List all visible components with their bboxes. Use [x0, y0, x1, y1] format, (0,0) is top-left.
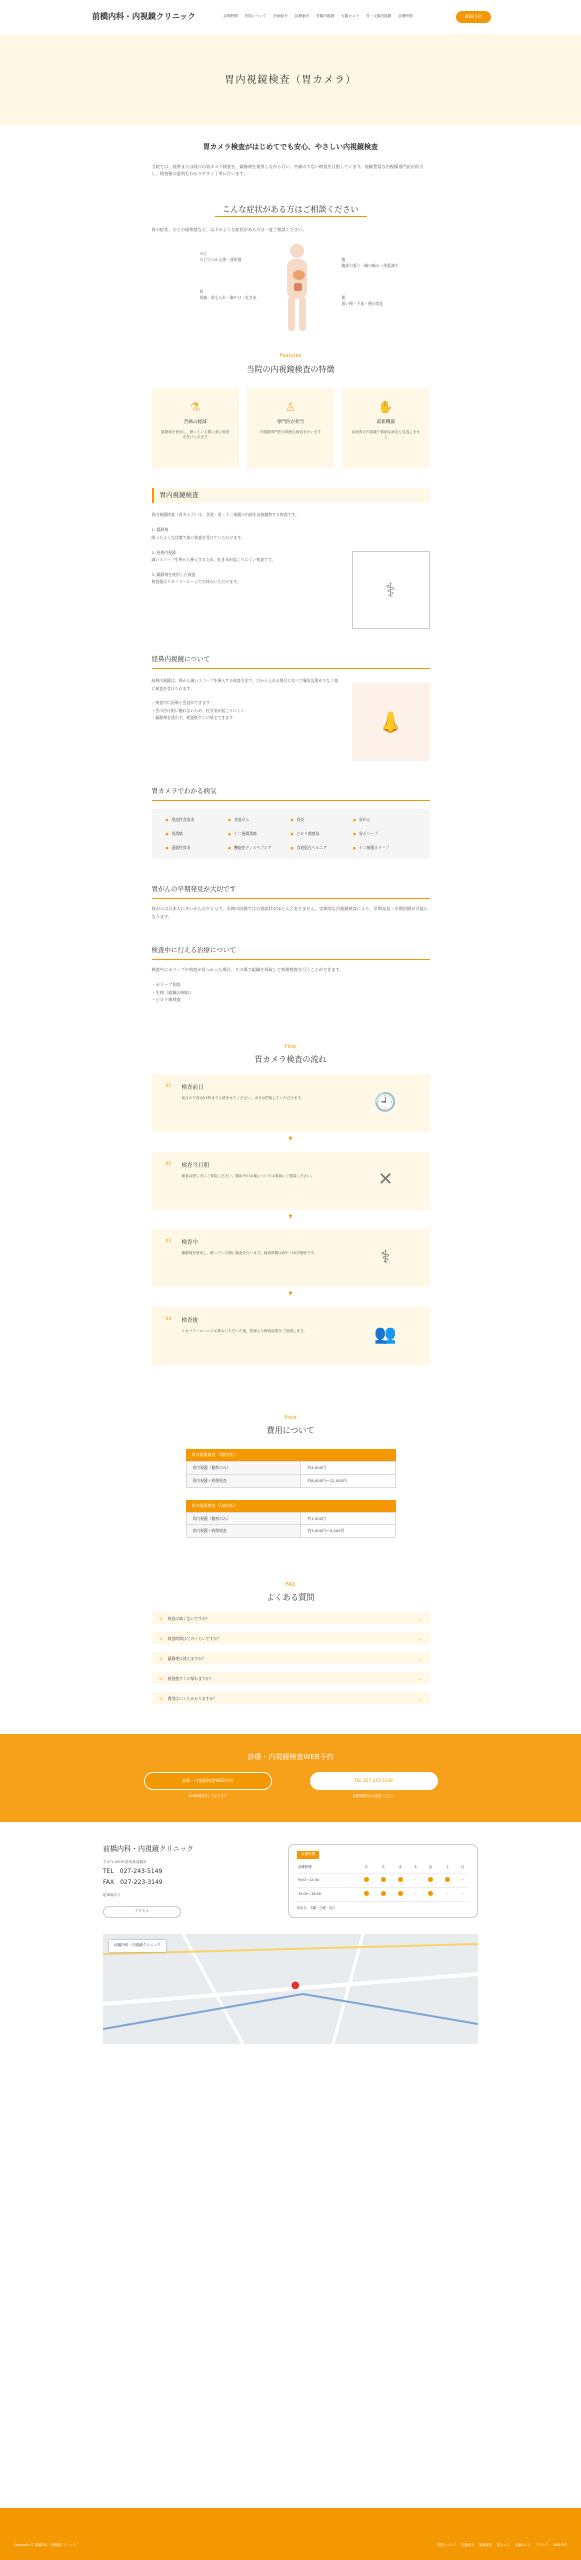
flow-step [152, 1152, 430, 1210]
faq-eng: FAQ [285, 1581, 296, 1588]
feature-card [247, 388, 334, 468]
faq-item[interactable] [152, 1692, 430, 1704]
feature-card [342, 388, 429, 468]
footer-link[interactable]: WEB予約 [553, 2543, 567, 2548]
chevron-down-icon: ⌄ [418, 1695, 422, 1701]
faq-question: 費用はいくらかかりますか？ [167, 1695, 218, 1701]
schedule-grid [297, 1862, 469, 1902]
nav-item[interactable]: 胃・大腸内視鏡 [366, 14, 392, 19]
schedule-cell: － [409, 1874, 422, 1888]
footer-link[interactable]: 医師紹介 [461, 2543, 475, 2548]
about-section [152, 511, 430, 629]
copyright: Copyright © 前橋内科・内視鏡クリニック [14, 2543, 77, 2548]
step-desc: 前日の夕食は21時までに済ませてください。水分は摂取していただけます。 [181, 1096, 305, 1101]
cta-title: 診療・内視鏡検査WEB予約 [247, 1753, 334, 1762]
schedule-row [297, 1874, 469, 1888]
chevron-down-icon: ▼ [288, 1213, 293, 1220]
flow-step [152, 1074, 430, 1132]
schedule-cell: － [456, 1888, 469, 1902]
fee-price: 約4,000円 [301, 1462, 395, 1475]
faq-title: よくある質問 [266, 1593, 315, 1603]
feature-card [152, 388, 239, 468]
disease-item: ● ピロリ菌感染 [291, 831, 354, 837]
schedule-cell [422, 1888, 439, 1902]
schedule-note: 休診日：木曜・日曜・祝日 [297, 1906, 336, 1911]
feature-title: 最新機器 [376, 419, 396, 425]
tel-button[interactable]: TEL 027-243-5149 [310, 1772, 438, 1790]
hero [0, 34, 581, 126]
schedule-head-cell: 日 [456, 1862, 469, 1874]
schedule-cell: － [439, 1888, 456, 1902]
features-list [152, 388, 430, 468]
disease-item: ● 萎縮性胃炎 [166, 845, 229, 851]
disease-item: ● 胃炎 [291, 817, 354, 823]
schedule-head-cell: 火 [375, 1862, 392, 1874]
table-row [186, 1462, 395, 1475]
disease-item: ● 逆流性食道炎 [166, 817, 229, 823]
feature-desc: 内視鏡専門医が精密な検査を行います [259, 429, 322, 434]
open-dot-icon [364, 1891, 369, 1896]
web-reserve-cta-button[interactable]: 診療・内視鏡検査WEB予約 [144, 1772, 272, 1790]
nasal-title: 経鼻内視鏡について [152, 655, 430, 669]
fee-table-body [186, 1512, 396, 1538]
nav-item[interactable]: 診療時間 [223, 14, 238, 19]
symptoms-intro: 胃の症状、のどの違和感など、以下のような症状がある方は一度ご相談ください。 [151, 226, 307, 232]
nav-item[interactable]: 診療案内 [294, 14, 310, 19]
nav-item[interactable]: 診療時間 [398, 14, 413, 19]
step-title: 検査前日 [181, 1085, 204, 1092]
disease-item: ● 胃潰瘍 [166, 831, 229, 837]
open-dot-icon [381, 1877, 386, 1882]
nav-item[interactable]: 胃腸内視鏡 [316, 14, 335, 19]
fee-item: 胃内視鏡＋病理検査 [186, 1525, 301, 1538]
chevron-down-icon: ⌄ [418, 1615, 422, 1621]
fee-caption: 胃内視鏡検査（3割負担） [186, 1449, 396, 1461]
schedule-head-cell: 月 [358, 1862, 375, 1874]
features-eng: Features [279, 353, 302, 360]
clinic-info [103, 1844, 478, 1918]
footer-bar [0, 2508, 581, 2560]
schedule-cell [358, 1874, 375, 1888]
schedule-head [297, 1862, 469, 1874]
chevron-down-icon: ⌄ [418, 1635, 422, 1641]
fee-table-body [186, 1461, 396, 1487]
reservation-cta [0, 1734, 581, 1822]
cancer-title: 胃がんの早期発見が大切です [152, 885, 430, 899]
fee-price: 約3,000円〜4,000円 [301, 1525, 395, 1538]
symptom-label: 腹 腹部の張り・胸の痛み・体重減少 [341, 257, 399, 268]
schedule-cell: － [456, 1874, 469, 1888]
step-title: 検査当日朝 [181, 1162, 210, 1169]
fee-title: 費用について [266, 1426, 315, 1436]
step-desc: リカバリールームでお休みいただいた後、医師より検査結果をご説明します。 [181, 1328, 307, 1333]
fee-item: 胃内視鏡（観察のみ） [186, 1462, 301, 1475]
footer-link[interactable]: 診療案内 [479, 2543, 492, 2548]
cta-notes [0, 1794, 581, 1799]
flow-step [152, 1229, 430, 1287]
footer-links [437, 2543, 567, 2548]
symptoms-title: こんな症状がある方はご相談ください [152, 204, 430, 216]
clinic-logo[interactable]: 前橋内科・内視鏡クリニック [92, 12, 196, 21]
open-dot-icon [381, 1891, 386, 1896]
open-dot-icon [428, 1891, 433, 1896]
body-illustration-icon [280, 243, 314, 333]
chevron-down-icon: ▼ [288, 1291, 293, 1298]
clinic-fax: FAX 027-223-3149 [103, 1879, 163, 1887]
lead-title: 胃カメラ検査がはじめてでも安心、やさしい内視鏡検査 [203, 143, 378, 151]
parking-note: 駐車場あり [103, 1892, 121, 1897]
footer-link[interactable]: アクセス [535, 2543, 549, 2548]
nav-item[interactable]: 大腸カメラ [341, 14, 360, 19]
cancer-text: 胃がんは日本人に多いがんのひとつで、早期の段階では自覚症状がほとんどありません。定期的な内視鏡検査により、早期発見・早期治療が可能になります。 [151, 906, 428, 919]
disease-item: ● 十二指腸潰瘍 [228, 831, 291, 837]
table-row [186, 1525, 395, 1538]
step-title: 検査中 [181, 1240, 199, 1247]
schedule-row [297, 1888, 469, 1902]
about-text: 胃内視鏡検査（胃カメラ）は、食道・胃・十二指腸の内部を直接観察する検査です。 1. 鎮静剤 眠ったような状態で楽に検査を受けていただけます。 2. 経鼻内視鏡 細いスコープを鼻から挿入するため、吐き気が起こりにくい検査です。 3. 鎮静剤を使用した検査 検査後はリカバリールームでお休みいただけます。 [151, 512, 300, 585]
hands-icon: ✋ [378, 399, 394, 414]
faq-item[interactable] [152, 1612, 430, 1624]
faq-question: 検査は痛くないですか？ [167, 1615, 210, 1621]
open-dot-icon [428, 1877, 433, 1882]
nav-item[interactable]: 医師紹介 [273, 14, 288, 19]
footer-link[interactable]: 大腸カメラ [514, 2543, 531, 2548]
faq-item[interactable] [152, 1672, 430, 1684]
web-note: ※24時間受付しております [188, 1793, 227, 1798]
feature-title: 専門医が担当 [276, 419, 305, 425]
fee-price: 約8,000円〜12,000円 [301, 1474, 395, 1487]
question-icon: Q. [159, 1695, 164, 1701]
question-icon: Q. [159, 1655, 164, 1661]
schedule-cell [392, 1874, 409, 1888]
global-nav [224, 14, 456, 19]
step-number: 02 [165, 1161, 172, 1167]
treatment-text: 検査中にポリープや病変が見つかった場合、その場で組織を採取して病理検査を行うことができます。 ・ポリープ切除 ・生検（組織の採取） ・ピロリ菌検査 [151, 966, 344, 1003]
nasal-section [152, 677, 430, 761]
step-desc: 朝食は摂らずにご来院ください。服用中のお薬については事前にご相談ください。 [181, 1173, 315, 1178]
disease-item: ● 機能性ディスペプシア [228, 845, 291, 851]
disease-item: ● 十二指腸ポリープ [353, 845, 416, 851]
disease-item: ● 胃ポリープ [353, 831, 416, 837]
consultation-icon: 👥 [374, 1324, 397, 1346]
schedule-head-cell: 水 [392, 1862, 409, 1874]
step-number: 03 [165, 1239, 172, 1245]
nasal-diagram-icon: 👃 [352, 683, 430, 761]
lead-text: 当院では、経鼻または経口の胃カメラ検査を、鎮静剤を使用しながら行い、苦痛の少ない検査を目指しています。経験豊富な内視鏡専門医が担当し、検査後の説明もわかりやすく丁寧に行います。 [151, 163, 424, 177]
map[interactable] [103, 1934, 478, 2044]
nasal-text: 経鼻内視鏡は、鼻から細いスコープを挿入する検査方法で、口から入れる場合に比べて嘔吐反射が少なく楽に検査を受けられます。 ・検査中に医師と会話ができます ・舌の付け根に触れないため、吐き気が起こりにくい ・鎮静剤を使わず、検査後すぐに帰宅できます [151, 678, 338, 721]
step-title: 検査後 [181, 1317, 199, 1324]
fee-eng: Price [284, 1414, 297, 1421]
faq-item[interactable] [152, 1652, 430, 1664]
clinic-address: 〒371-0000 群馬県前橋市 [103, 1859, 147, 1864]
faq-question: 検査時間はどのくらいですか？ [167, 1635, 221, 1641]
step-number: 04 [165, 1316, 172, 1322]
schedule-cell [375, 1888, 392, 1902]
schedule-cell [392, 1888, 409, 1902]
question-icon: Q. [159, 1635, 164, 1641]
disease-item: ● 胃がん [353, 817, 416, 823]
footer-link[interactable]: 医院について [437, 2543, 457, 2548]
fee-caption: 胃内視鏡検査（1割負担） [186, 1500, 396, 1512]
symptom-label: のど のどのつかえ感・違和感 [199, 251, 242, 262]
question-icon: Q. [159, 1675, 164, 1681]
faq-item[interactable] [152, 1632, 430, 1644]
diseases-title: 胃カメラでわかる病気 [152, 787, 430, 801]
chevron-down-icon: ▼ [288, 1136, 293, 1143]
disease-item: ● 食道がん [228, 817, 291, 823]
body-figure [152, 243, 430, 333]
faq-list [152, 1612, 430, 1704]
tel-note: 診療時間内にお電話ください [352, 1793, 395, 1798]
schedule-cell: － [409, 1888, 422, 1902]
question-icon: Q. [159, 1615, 164, 1621]
step-number: 01 [165, 1084, 172, 1090]
schedule-time: 15:00〜18:00 [297, 1888, 358, 1902]
chevron-down-icon: ⌄ [418, 1655, 422, 1661]
cta-buttons [0, 1772, 581, 1790]
flow-step [152, 1307, 430, 1365]
treatment-title: 検査中に行える治療について [152, 946, 430, 960]
site-header [0, 0, 581, 34]
schedule-head-cell: 金 [422, 1862, 439, 1874]
web-reserve-button[interactable]: WEB予約 [456, 11, 491, 23]
clinic-name: 前橋内科・内視鏡クリニック [103, 1845, 194, 1854]
access-button[interactable]: アクセス [103, 1906, 181, 1918]
table-row [186, 1512, 395, 1525]
feature-desc: 高画質の内視鏡で微細な病変も見逃しません [351, 429, 420, 440]
map-label: 前橋内科・内視鏡クリニック [109, 1940, 166, 1951]
open-dot-icon [445, 1877, 450, 1882]
flow-eng: Flow [284, 1043, 297, 1050]
faq-question: 鎮静剤は使えますか？ [167, 1655, 206, 1661]
feature-title: 苦痛の軽減 [183, 419, 207, 425]
about-title: 胃内視鏡検査 [152, 488, 430, 504]
exam-image-icon: ⚕ [352, 551, 430, 629]
flow-title: 胃カメラ検査の流れ [254, 1055, 327, 1065]
clinic-tel[interactable]: TEL 027-243-5149 [103, 1868, 163, 1876]
chevron-down-icon: ⌄ [418, 1675, 422, 1681]
open-dot-icon [398, 1891, 403, 1896]
schedule-head-cell: 土 [439, 1862, 456, 1874]
faq-question: 検査後すぐに帰れますか？ [167, 1675, 214, 1681]
schedule-cell [358, 1888, 375, 1902]
open-dot-icon [364, 1877, 369, 1882]
schedule-time: 9:00〜12:30 [297, 1874, 358, 1888]
fee-price: 約1,500円 [301, 1512, 395, 1525]
endoscope-icon: ⚕ [380, 1246, 391, 1268]
schedule-cell [375, 1874, 392, 1888]
disease-list [152, 809, 430, 859]
schedule-head-cell: 診療時間 [297, 1862, 358, 1874]
no-food-icon: ✕ [377, 1169, 394, 1191]
map-pin-icon: ● [291, 1980, 300, 1992]
schedule-head-cell: 木 [409, 1862, 422, 1874]
symptom-label: 胃 胃痛・胃もたれ・胸やけ・吐き気 [199, 289, 257, 300]
open-dot-icon [398, 1877, 403, 1882]
symptom-label: 便 黒い便・下血・便の変化 [341, 295, 384, 306]
schedule-caption: 診療時間 [297, 1851, 319, 1858]
nav-item[interactable]: 医院について [244, 14, 267, 19]
flask-icon: ⚗ [189, 399, 201, 414]
schedule-cell [439, 1874, 456, 1888]
footer-link[interactable]: 胃カメラ [496, 2543, 510, 2548]
fee-table [186, 1500, 396, 1538]
fee-item: 胃内視鏡＋病理検査 [186, 1474, 301, 1487]
features-title: 当院の内視鏡検査の特徴 [246, 364, 335, 374]
disease-item: ● 食道裂孔ヘルニア [291, 845, 354, 851]
schedule-cell [422, 1874, 439, 1888]
fee-table [186, 1449, 396, 1487]
doctor-icon: ♙ [285, 399, 296, 414]
fee-item: 胃内視鏡（観察のみ） [186, 1512, 301, 1525]
clock-icon: 🕘 [374, 1091, 397, 1113]
schedule-table [288, 1844, 478, 1918]
table-row [186, 1474, 395, 1487]
step-desc: 鎮静剤を使用し、眠っている間に検査を行います。検査時間は約5〜10分程度です。 [181, 1251, 318, 1256]
clinic-contact [103, 1844, 194, 1918]
feature-desc: 鎮静剤を使用し、眠っている間に楽に検査を受けられます [161, 429, 230, 440]
page-title: 胃内視鏡検査（胃カメラ） [224, 74, 357, 86]
